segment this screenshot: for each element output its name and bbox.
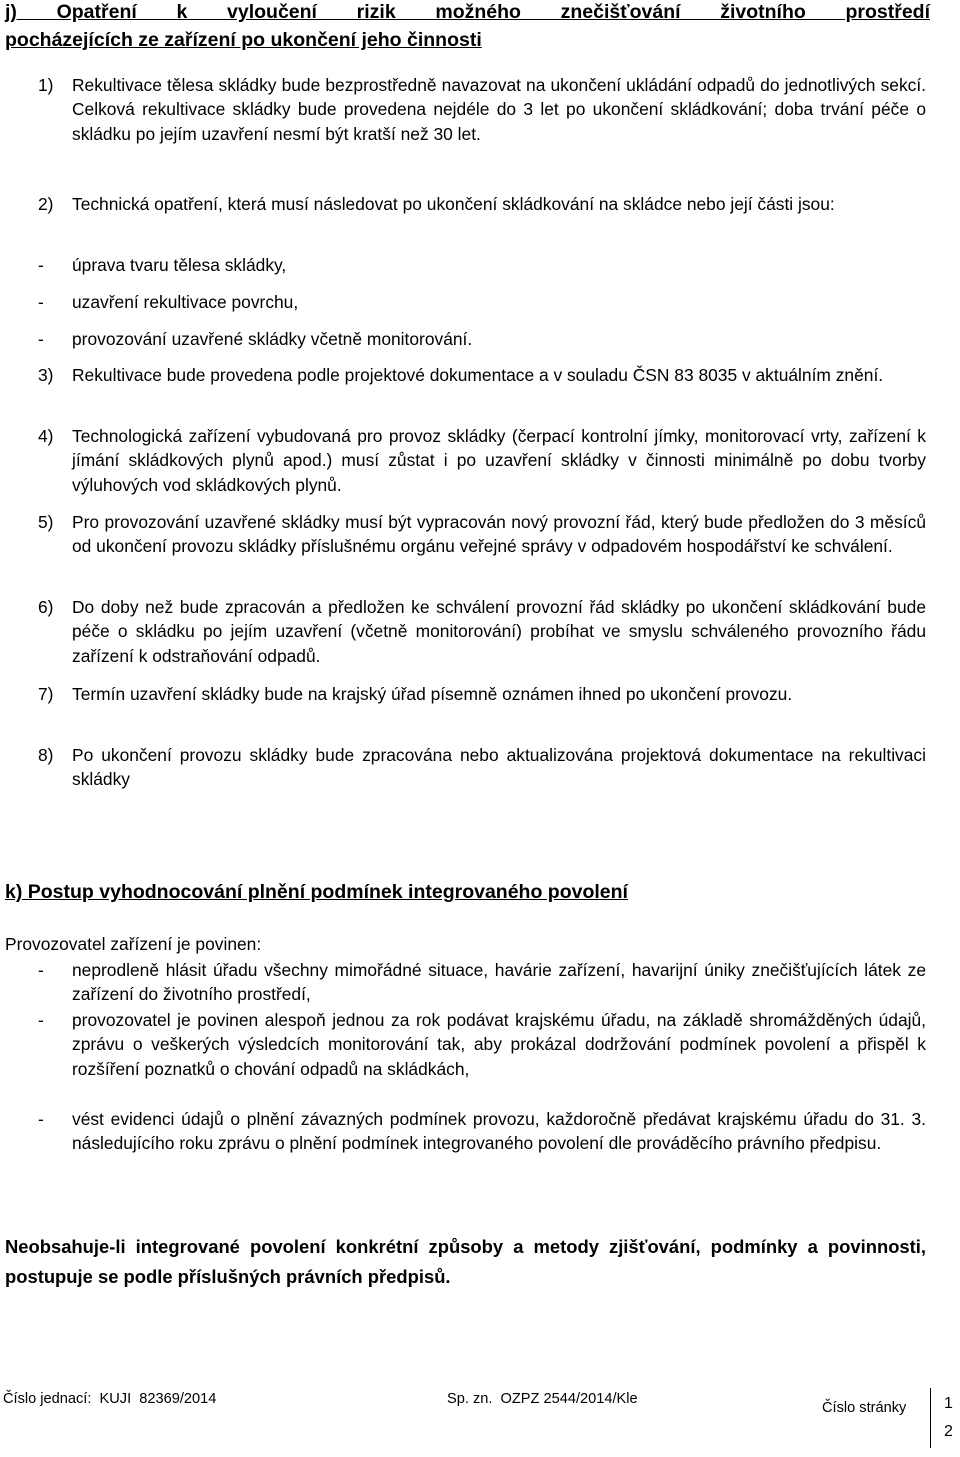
item-number: 4) <box>38 426 54 446</box>
item-text: Po ukončení provozu skládky bude zpracována nebo aktualizována projektová dokumentace na rekultivaci skládky <box>72 745 926 790</box>
footer-page-total: 2 <box>944 1423 953 1440</box>
item-text: Technologická zařízení vybudovaná pro provoz skládky (čerpací kontrolní jímky, monitorovací vrty, zařízení k jímání skládkových plynů apod.) musí zůstat i po uzavření skládky v činnosti minimálně po dobu tvorby výluhových vod skládkových plynů. <box>72 426 926 495</box>
list-bullet <box>38 1008 926 1081</box>
section-j-heading-line1: j) Opatření k vyloučení rizik možného znečišťování životního prostředí <box>5 1 930 23</box>
item-text: Pro provozování uzavřené skládky musí být vypracován nový provozní řád, který bude předložen do 3 měsíců od ukončení provozu skládky příslušnému orgánu veřejné správy v odpadovém hospodářství ke schválení. <box>72 512 926 557</box>
footer-page-current: 1 <box>944 1395 953 1412</box>
item-text: Rekultivace bude provedena podle projektové dokumentace a v souladu ČSN 83 8035 v aktuálním znění. <box>72 365 884 385</box>
bullet-text: provozovatel je povinen alespoň jednou za rok podávat krajskému úřadu, na základě shromážděných údajů, zprávu o veškerých výsledcích monitorování tak, aby prokázal dodržování podmínek povolení a přispěl k rozšíření poznatků o chování odpadů na skládkách, <box>72 1010 926 1079</box>
list-item-5 <box>38 510 926 559</box>
section-k-heading: k) Postup vyhodnocování plnění podmínek integrovaného povolení <box>5 881 628 903</box>
footer-page-label: Číslo stránky <box>822 1400 907 1416</box>
list-item-8 <box>38 743 926 792</box>
item-text: Termín uzavření skládky bude na krajský úřad písemně oznámen ihned po ukončení provozu. <box>72 684 793 704</box>
item-number: 6) <box>38 597 54 617</box>
page-number-divider <box>930 1388 931 1448</box>
list-bullet <box>38 1107 926 1156</box>
list-item-3 <box>38 363 926 387</box>
list-bullet <box>38 253 926 277</box>
bullet-text: neprodleně hlásit úřadu všechny mimořádné situace, havárie zařízení, havarijní úniky znečišťujících látek ze zařízení do životního prostředí, <box>72 960 926 1005</box>
list-item-1 <box>38 73 926 146</box>
bullet-text: uzavření rekultivace povrchu, <box>72 292 299 312</box>
bullet-dash: - <box>38 292 44 312</box>
item-number: 1) <box>38 75 54 95</box>
bullet-text: vést evidenci údajů o plnění závazných podmínek provozu, každoročně předávat krajskému úřadu do 31. 3. následujícího roku zprávu o plnění podmínek integrovaného povolení dle prováděcího právního předpisu. <box>72 1109 926 1154</box>
section-k-intro: Provozovatel zařízení je povinen: <box>5 934 262 954</box>
bullet-text: úprava tvaru tělesa skládky, <box>72 255 287 275</box>
bullet-text: provozování uzavřené skládky včetně monitorování. <box>72 329 473 349</box>
section-j-heading-line2: pocházejících ze zařízení po ukončení jeho činnosti <box>5 29 482 51</box>
item-text: Rekultivace tělesa skládky bude bezprostředně navazovat na ukončení ukládání odpadů do jednotlivých sekcí. Celková rekultivace skládky bude provedena nejdéle do 3 let po ukončení skládkování; doba trvání péče o skládku po jejím uzavření nesmí být kratší než 30 let. <box>72 75 926 144</box>
bullet-dash: - <box>38 255 44 275</box>
closing-paragraph: Neobsahuje-li integrované povolení konkrétní způsoby a metody zjišťování, podmínky a povinnosti, postupuje se podle příslušných právních předpisů. <box>5 1236 926 1287</box>
list-item-4 <box>38 424 926 497</box>
list-item-7 <box>38 682 926 706</box>
bullet-dash: - <box>38 960 44 980</box>
bullet-dash: - <box>38 1109 44 1129</box>
item-number: 2) <box>38 194 54 214</box>
item-text: Technická opatření, která musí následovat po ukončení skládkování na skládce nebo její části jsou: <box>72 194 835 214</box>
item-number: 3) <box>38 365 54 385</box>
list-bullet <box>38 958 926 1007</box>
list-bullet <box>38 327 926 351</box>
bullet-dash: - <box>38 1010 44 1030</box>
section-j-heading <box>5 0 930 54</box>
item-text: Do doby než bude zpracován a předložen ke schválení provozní řád skládky po ukončení skládkování bude péče o skládku po jejím uzavření (včetně monitorování) probíhat ve smyslu schváleného provozního řádu zařízení k odstraňování odpadů. <box>72 597 926 666</box>
list-item-6 <box>38 595 926 668</box>
footer-ref-number: Číslo jednací: KUJI 82369/2014 <box>3 1391 217 1407</box>
bullet-dash: - <box>38 329 44 349</box>
item-number: 5) <box>38 512 54 532</box>
item-number: 8) <box>38 745 54 765</box>
item-number: 7) <box>38 684 54 704</box>
footer-file-mark: Sp. zn. OZPZ 2544/2014/Kle <box>447 1391 638 1407</box>
list-item-2 <box>38 192 926 216</box>
list-bullet <box>38 290 926 314</box>
